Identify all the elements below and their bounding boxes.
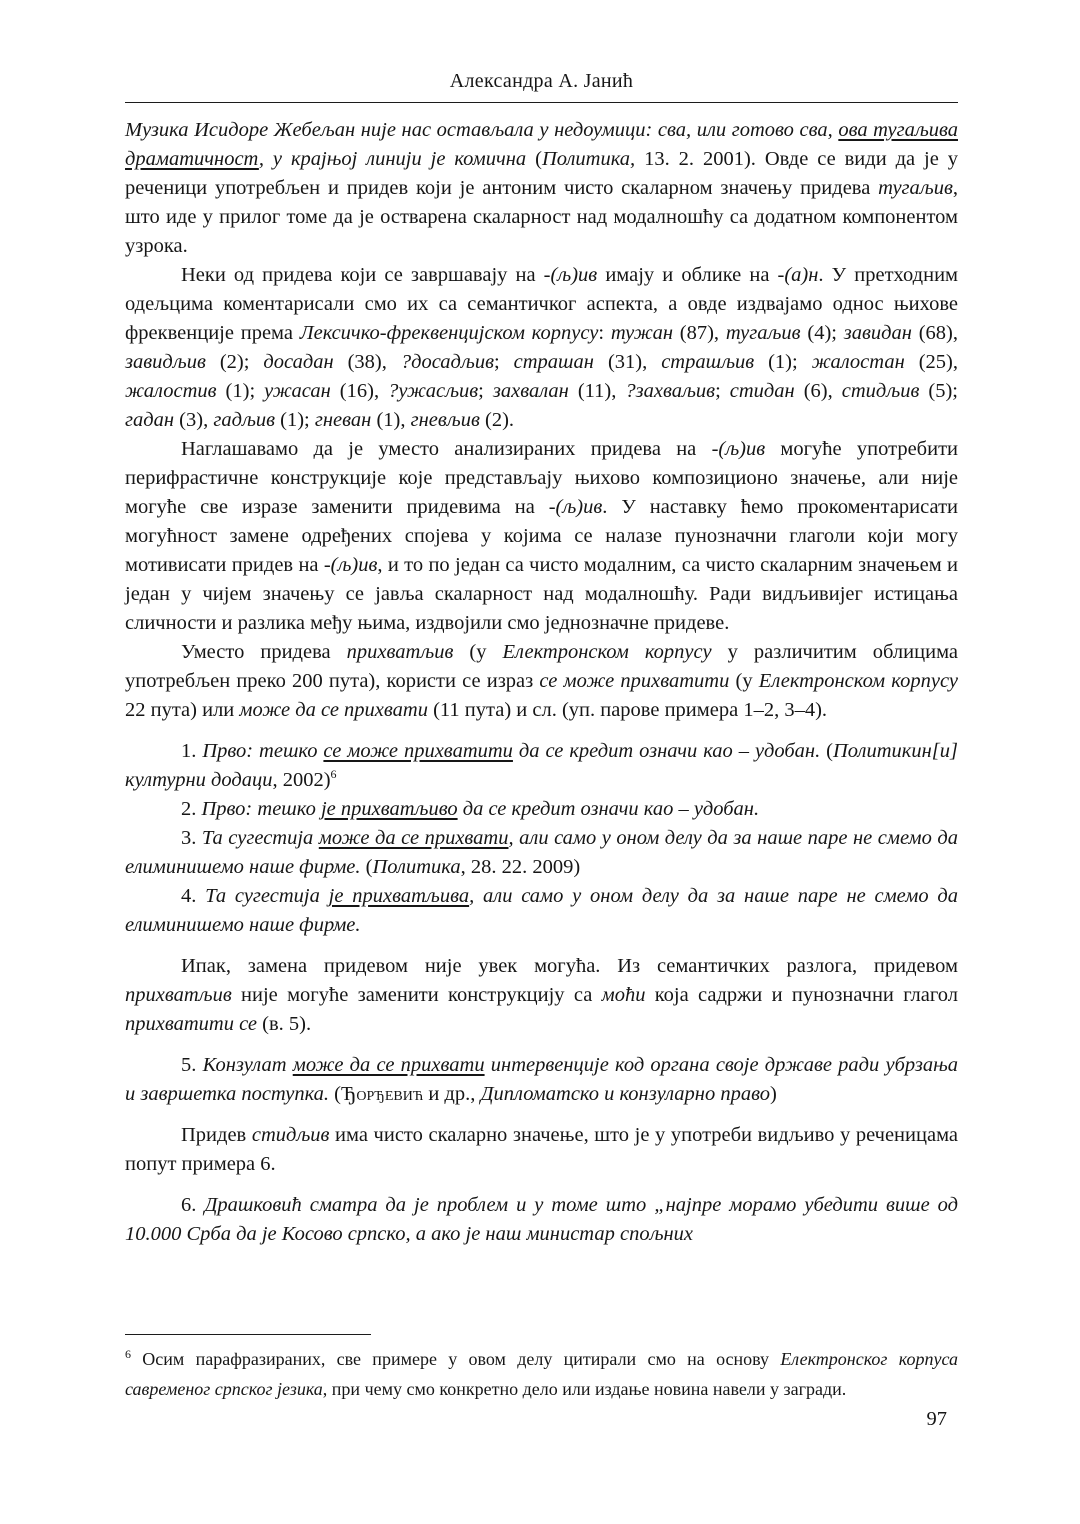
footnote: $^6$ Осим парафразираних, све примере у овом делу цитирали смо на основу Електронског корпуса савременог српског језика, при чему смо конкретно дело или издање новина навели у загради. [125, 1347, 958, 1399]
paragraph-periphrastic: Наглашавамо да је уместо анализираних придева на -(љ)ив могуће употребити перифрастичне конструкције које представљају њихово композиционо значење, али није могуће све изразе заменити придевима на -(љ)ив. У наставку ћемо прокоментарисати могућност замене одређених спојева у којима се налазе пунозначни глаголи који могу мотивисати придев на -(љ)ив, и то по један са чисто модалним, са чисто скаларним значењем и један у чијем значењу се јавља скаларност над модалношћу. Ради видљивијег истицања сличности и разлика међу њима, издвојили смо једнозначне придеве. [125, 438, 959, 634]
paragraph-stidljiv: Придев стидљив има чисто скаларно значење, што је у употреби видљиво у реченицама попут примера 6. [125, 1124, 959, 1175]
running-header [125, 70, 958, 103]
paragraph-ipak: Ипак, замена придевом није увек могућа. Из семантичких разлога, придевом прихватљив није могуће заменити конструкцију са моћи која садржи и пунозначни глагол прихватити се (в. 5). [125, 955, 958, 1035]
author-name: Александра А. Јанић [449, 70, 634, 92]
paragraph-frequency: Неки од придева који се завршавају на -(љ)ив имају и облике на -(а)н. У претходним одељцима коментарисали смо их са семантичког аспекта, а овде издвајамо однос њихове фреквенције према Лексичко-фреквенцијском корпусу: тужан (87), тугаљив (4); завидан (68), завидљив (2); досадан (38), ?досадљив; страшан (31), страшљив (1); жалостан (25), жалостив (1); ужасан (16), ?ужасљив; захвалан (11), ?захваљив; стидан (6), стидљив (5); гадан (3), гадљив (1); гневан (1), гневљив (2). [125, 264, 959, 431]
example-3: 3. Та сугестија може да се прихвати, али само у оном делу да за наше паре не смемо да елиминишемо наше фирме. (Политика, 28. 22. 2009) [125, 827, 959, 878]
page-number: 97 [926, 1408, 947, 1430]
page-content [125, 70, 958, 1249]
example-5: 5. Конзулат може да се прихвати интервенције код органа своје државе ради убрзања и завршетка поступка. (Ђорђевић и др., Дипломатско и конзуларно право) [125, 1054, 959, 1105]
footnote-area [125, 1334, 958, 1404]
example-6: 6. Драшковић сматра да је проблем и у томе што „најпре морамо убедити више од 10.000 Срба да је Косово српско, а ако је наш министар спољних [125, 1194, 959, 1245]
example-2: 2. Прво: тешко је прихватљиво да се кредит означи као – удобан. [181, 798, 760, 820]
example-1: 1. Прво: тешко се може прихватити да се кредит означи као – удобан. (Политикин[и] културни додаци, 2002)$^6$ [125, 740, 958, 791]
footnote-separator [125, 1334, 371, 1335]
text-block [125, 116, 958, 1249]
paragraph-prihvatljiv: Уместо придева прихватљив (у Електронском корпусу у различитим облицима употребљен преко 200 пута), користи се израз се може прихватити (у Електронском корпусу 22 пута) или може да се прихвати (11 пута) и сл. (уп. парове примера 1–2, 3–4). [125, 641, 959, 721]
paragraph-opening: Музика Исидоре Жебељан није нас остављала у недоумици: сва, или готово сва, ова тугаљива драматичност, у крајњој линији је комична (Политика, 13. 2. 2001). Овде се види да је у реченици употребљен и придев који је антоним чисто скаларном значењу придева тугаљив, што иде у прилог томе да је остварена скаларност над модалношћу са додатном компонентом узрока. [125, 119, 958, 257]
example-4: 4. Та сугестија је прихватљива, али само у оном делу да за наше паре не смемо да елиминишемо наше фирме. [125, 885, 959, 936]
